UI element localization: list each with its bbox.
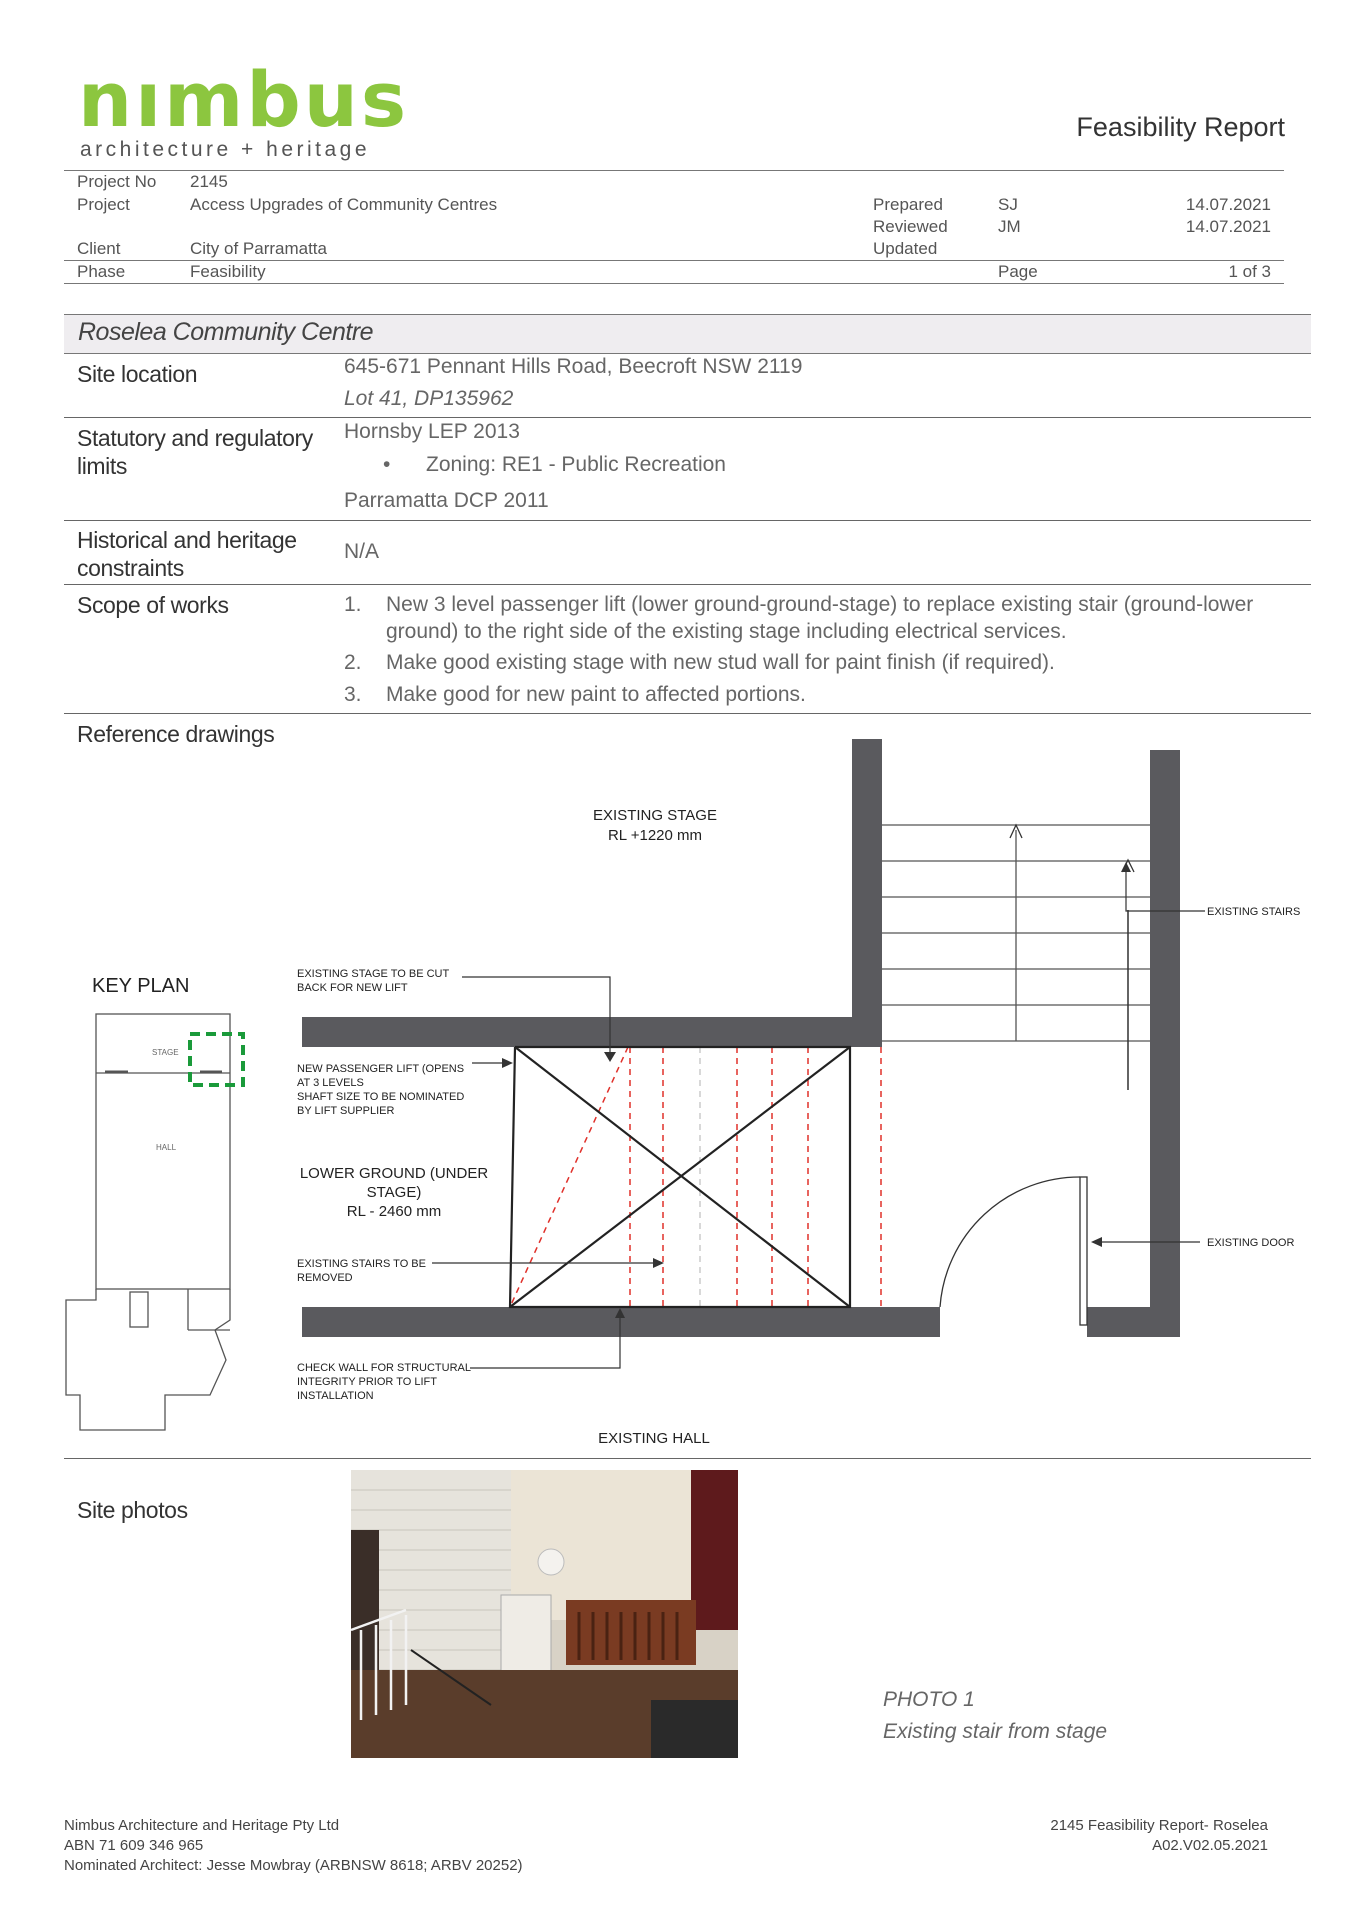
company-logo: nımbus <box>78 55 410 144</box>
client-label: Client <box>77 239 121 258</box>
client-name: City of Parramatta <box>190 239 327 258</box>
arrowhead-icon <box>1091 1237 1102 1247</box>
stage-cut-label: EXISTING STAGE TO BE CUT <box>297 968 450 980</box>
prepared-date: 14.07.2021 <box>1185 195 1271 214</box>
arrowhead-icon <box>502 1058 513 1068</box>
logo-subtitle: architecture + heritage <box>80 138 371 161</box>
page-label: Page <box>998 262 1038 281</box>
prepared-label: Prepared <box>873 195 943 214</box>
key-plan <box>66 1014 243 1430</box>
stage-cut-label: BACK FOR NEW LIFT <box>297 982 408 994</box>
site-photos-label: Site photos <box>77 1497 188 1523</box>
lower-ground-label: LOWER GROUND (UNDER <box>299 1165 489 1182</box>
reviewed-label: Reviewed <box>873 217 948 236</box>
row-rule <box>64 1458 1311 1459</box>
check-wall-label: INTEGRITY PRIOR TO LIFT <box>297 1376 437 1388</box>
scope-item-text: Make good for new paint to affected portions. <box>386 683 806 706</box>
check-wall-label: INSTALLATION <box>297 1390 374 1402</box>
footer-abn: ABN 71 609 346 965 <box>64 1837 204 1854</box>
scope-item-number: 3. <box>344 683 362 706</box>
updated-label: Updated <box>873 239 938 258</box>
statutory-label: Statutory and regulatory limits <box>77 425 313 479</box>
existing-door-leaf <box>1080 1177 1087 1325</box>
scope-item-text: New 3 level passenger lift (lower ground-ground-stage) to replace existing stair (ground-lower ground) to the right side of the existing stage including electrical services. <box>386 593 1254 643</box>
site-location-label: Site location <box>77 361 198 387</box>
photo-caption-text: Existing stair from stage <box>883 1720 1108 1743</box>
new-lift-shaft <box>510 1047 850 1307</box>
phase-value: Feasibility <box>190 262 266 281</box>
project-no-label: Project No <box>77 172 157 191</box>
scope-label: Scope of works <box>77 592 229 618</box>
drawing-labels <box>92 807 1300 1447</box>
report-title: Feasibility Report <box>1076 112 1285 142</box>
stair-treads <box>882 825 1150 1041</box>
scope-item-number: 2. <box>344 651 362 674</box>
key-plan-stage-label: STAGE <box>152 1048 179 1057</box>
existing-stage-rl: RL +1220 mm <box>607 827 703 844</box>
project-no: 2145 <box>190 172 228 191</box>
walls <box>299 739 1180 1337</box>
existing-stage-label: EXISTING STAGE <box>593 807 717 824</box>
existing-hall-label: EXISTING HALL <box>598 1430 710 1447</box>
new-lift-label: BY LIFT SUPPLIER <box>297 1105 395 1117</box>
reviewed-by: JM <box>998 217 1021 236</box>
section-title: Roselea Community Centre <box>78 318 374 346</box>
hall-wall-right <box>1087 1307 1180 1337</box>
photo-wall-light <box>538 1549 564 1575</box>
key-plan-room <box>130 1292 148 1327</box>
lower-ground-label: STAGE) <box>366 1184 422 1201</box>
heritage-value: N/A <box>344 540 380 563</box>
scope-item-text: Make good existing stage with new stud wall for paint finish (if required). <box>386 651 1055 674</box>
project-label: Project <box>77 195 130 214</box>
photo-floor-mat <box>651 1700 738 1758</box>
reviewed-date: 14.07.2021 <box>1185 217 1271 236</box>
stage-edge-wall <box>302 1017 882 1047</box>
zoning-bullet-icon: • <box>383 453 391 476</box>
phase-label: Phase <box>77 262 126 281</box>
key-plan-title: KEY PLAN <box>92 975 190 997</box>
photo-caption-title: PHOTO 1 <box>883 1688 975 1711</box>
reference-drawings-label: Reference drawings <box>77 721 275 747</box>
footer-doc-title: 2145 Feasibility Report- Roselea <box>1050 1817 1268 1834</box>
right-wall <box>1150 750 1180 1336</box>
page-value: 1 of 3 <box>1228 262 1271 281</box>
stairs-removed-label: REMOVED <box>297 1272 353 1284</box>
footer-doc-version: A02.V02.05.2021 <box>1152 1837 1268 1854</box>
arrowhead-icon <box>604 1052 616 1062</box>
footer-company: Nimbus Architecture and Heritage Pty Ltd <box>64 1817 340 1834</box>
new-lift-label: AT 3 LEVELS <box>297 1077 364 1089</box>
photo-red-curtain <box>691 1470 738 1630</box>
check-wall-label: CHECK WALL FOR STRUCTURAL <box>297 1362 471 1374</box>
prepared-by: SJ <box>998 195 1018 214</box>
new-lift-label: SHAFT SIZE TO BE NOMINATED <box>297 1091 465 1103</box>
door-swing-arc <box>940 1177 1080 1307</box>
key-plan-hall-label: HALL <box>156 1143 177 1152</box>
lower-ground-rl: RL - 2460 mm <box>346 1203 442 1220</box>
footer-architect: Nominated Architect: Jesse Mowbray (ARBNSW 8618; ARBV 20252) <box>64 1857 523 1874</box>
new-lift-label: NEW PASSENGER LIFT (OPENS <box>297 1063 465 1075</box>
site-photo <box>351 1470 738 1758</box>
stair-left-wall <box>852 739 882 1047</box>
removed-stair-line <box>510 1047 628 1307</box>
existing-stairs-label: EXISTING STAIRS <box>1207 906 1301 918</box>
zoning-text: Zoning: RE1 - Public Recreation <box>426 453 726 476</box>
project-name: Access Upgrades of Community Centres <box>190 195 498 214</box>
leader-arrowheads <box>502 862 1131 1318</box>
key-plan-highlight <box>190 1034 243 1085</box>
existing-door-label: EXISTING DOOR <box>1207 1237 1295 1249</box>
site-lot: Lot 41, DP135962 <box>344 387 514 410</box>
dcp-text: Parramatta DCP 2011 <box>344 489 549 512</box>
heritage-label: Historical and heritage constraints <box>77 527 297 581</box>
photo-stage-panel <box>501 1595 551 1675</box>
lep-text: Hornsby LEP 2013 <box>344 420 520 443</box>
scope-item-number: 1. <box>344 593 362 616</box>
leader-lines <box>432 868 1205 1368</box>
site-address: 645-671 Pennant Hills Road, Beecroft NSW 2119 <box>344 355 803 378</box>
stairs-removed-label: EXISTING STAIRS TO BE <box>297 1258 426 1270</box>
